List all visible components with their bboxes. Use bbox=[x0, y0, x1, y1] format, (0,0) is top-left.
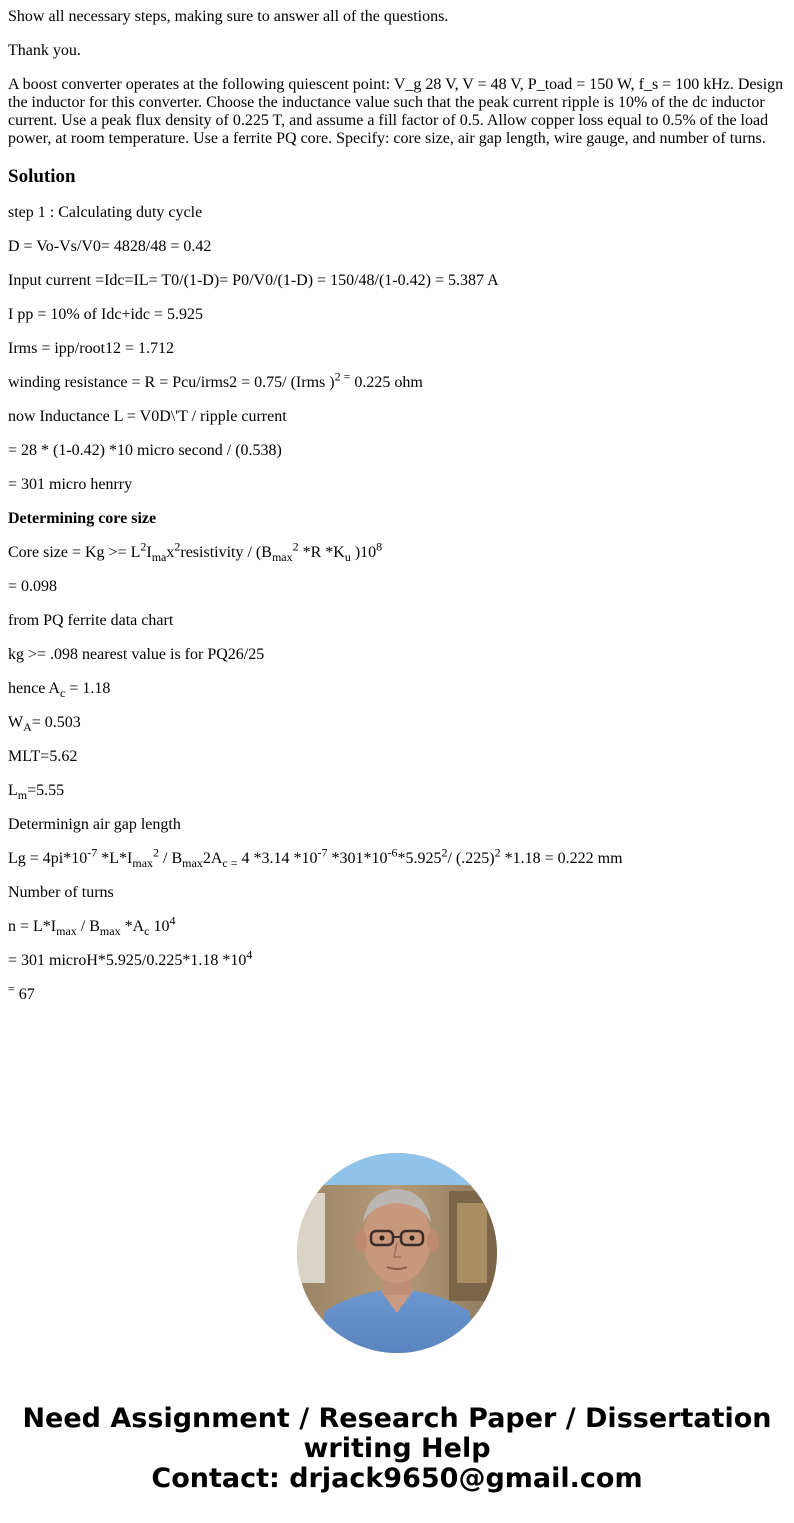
contact-banner bbox=[0, 1404, 794, 1494]
core-size-result: = 0.098 bbox=[8, 578, 58, 595]
turns-heading: Number of turns bbox=[8, 884, 114, 901]
chart-reference: from PQ ferrite data chart bbox=[8, 612, 174, 629]
lm-value: $L_m=5.55$ bbox=[8, 782, 65, 803]
kg-selection: kg >= .098 nearest value is for PQ26/25 bbox=[8, 646, 265, 663]
air-gap-heading: Determinign air gap length bbox=[8, 816, 181, 833]
inductance-result: = 301 micro henrry bbox=[8, 476, 133, 493]
inductance-calculation: = 28 * (1-0.42) *10 micro second / (0.538) bbox=[8, 442, 282, 459]
thanks-text: Thank you. bbox=[8, 42, 81, 59]
ripple-current-equation: I pp = 10% of Idc+idc = 5.925 bbox=[8, 306, 204, 323]
wa-value: $W_A= 0.503$ bbox=[8, 714, 81, 735]
duty-cycle-equation: D = Vo-Vs/V0= 4828/48 = 0.42 bbox=[8, 238, 212, 255]
air-gap-equation: $Lg = 4pi*10^{-7}$ $*L*I_{max}^2 / B_{max}2A_{c =}$ 4 *3.14 $*10^{-7}$ $*301*10^{-6}*5.925^2/$ $(.225)^2$ *1.18 = 0.222 mm bbox=[8, 845, 623, 871]
problem-statement: A boost converter operates at the following quiescent point: V_g 28 V, V = 48 V, P_toad = 150 W, f_s = 100 kHz. Design the inductor for this converter. Choose the inductance value such that the peak current ripple is 10% of the dc inductor current. Use a peak flux density of 0.225 T, and assume a fill factor of 0.5. Allow copper loss equal to 0.5% of the load power, at room temperature. Use a ferrite PQ core. Specify: core size, air gap length, wire gauge, and number of turns. bbox=[8, 76, 784, 147]
banner-line-1: Need Assignment / Research Paper / Dissertation bbox=[22, 1403, 772, 1434]
turns-formula: $n = L*I_{max} / B_{max}$ $*A_c$ $10^4$ bbox=[8, 913, 176, 939]
winding-resistance-equation: winding resistance = R = Pcu/irms2 = 0.75/ (Irms )$^{2 =}$ 0.225 ohm bbox=[8, 369, 423, 391]
author-avatar bbox=[297, 1153, 497, 1353]
step1-text: step 1 : Calculating duty cycle bbox=[8, 204, 203, 221]
inductance-formula: now Inductance L = V0D\'T / ripple current bbox=[8, 408, 287, 425]
input-current-equation: Input current =Idc=IL= T0/(1-D)= P0/V0/(1-D) = 150/48/(1-0.42) = 5.387 A bbox=[8, 272, 499, 289]
solution-heading: Solution bbox=[8, 166, 76, 187]
turns-result: = 67 bbox=[8, 981, 35, 1003]
core-size-equation: Core size = $Kg >= L^2I_{ma}x^2resistivity / (B_{max}^2$ *R $*K_u$ )$10^8$ bbox=[8, 539, 383, 565]
rms-current-equation: Irms = ipp/root12 = 1.712 bbox=[8, 340, 175, 357]
turns-calculation: = 301 microH*5.925/0.225*1.18 $*10^4$ bbox=[8, 947, 253, 969]
mlt-value: MLT=5.62 bbox=[8, 748, 78, 765]
instruction-text: Show all necessary steps, making sure to answer all of the questions. bbox=[8, 8, 449, 25]
solution-document bbox=[8, 0, 786, 1020]
avatar-portrait-image bbox=[297, 1153, 497, 1353]
core-size-heading: Determining core size bbox=[8, 510, 157, 527]
banner-line-2: writing Help bbox=[303, 1433, 491, 1464]
ac-value: hence $A_c = 1.18$ bbox=[8, 680, 111, 701]
banner-contact-email: Contact: drjack9650@gmail.com bbox=[151, 1463, 643, 1494]
